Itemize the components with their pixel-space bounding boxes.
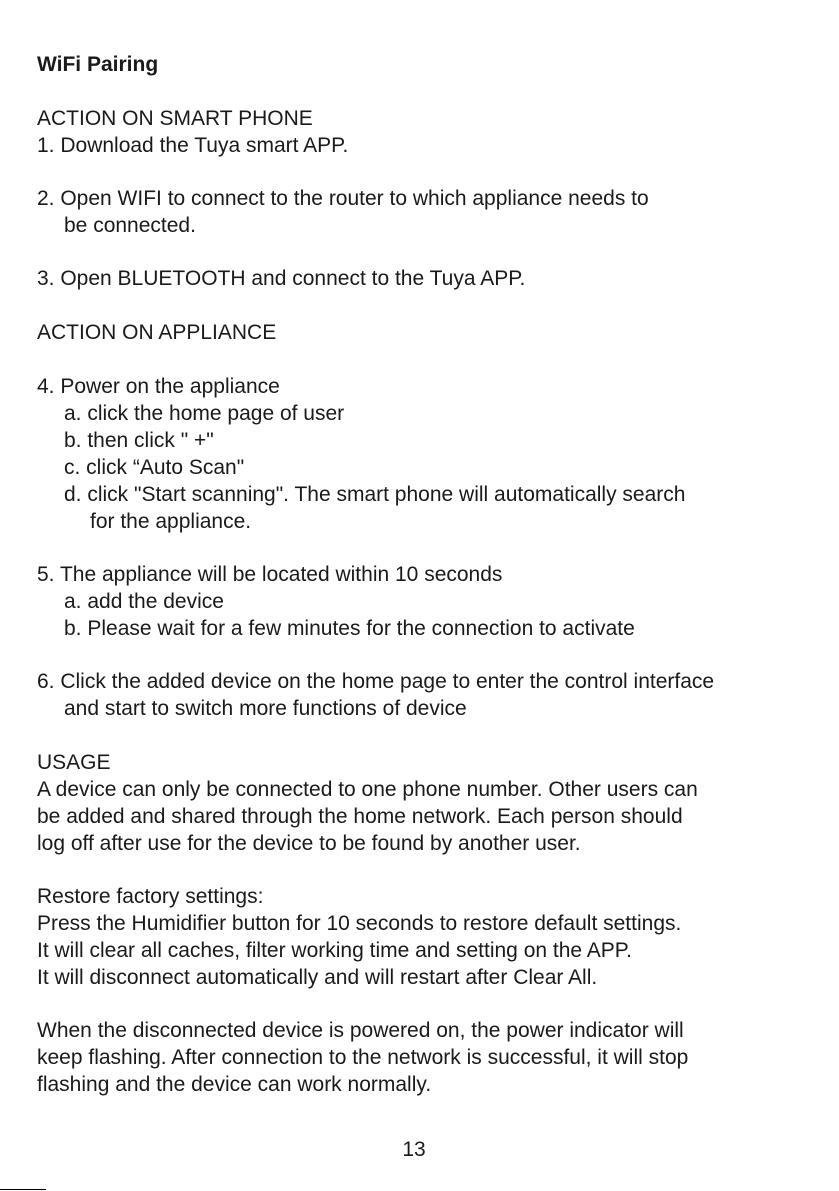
step-2-line-2: be connected. bbox=[64, 214, 196, 237]
page-number: 13 bbox=[402, 1138, 426, 1161]
restore-line-1: Press the Humidifier button for 10 seconds to restore default settings. bbox=[37, 912, 682, 935]
section-heading-smart-phone: ACTION ON SMART PHONE bbox=[37, 107, 313, 130]
step-4: 4. Power on the appliance bbox=[37, 375, 280, 398]
usage-line-1: A device can only be connected to one phone number. Other users can bbox=[37, 778, 698, 801]
page-title: WiFi Pairing bbox=[37, 53, 159, 76]
step-2-line-1: 2. Open WIFI to connect to the router to which appliance needs to bbox=[37, 187, 649, 210]
restore-line-3: It will disconnect automatically and will restart after Clear All. bbox=[37, 966, 598, 989]
step-4-c: c. click “Auto Scan" bbox=[64, 456, 245, 479]
restore-line-2: It will clear all caches, filter working time and setting on the APP. bbox=[37, 939, 632, 962]
step-3: 3. Open BLUETOOTH and connect to the Tuya APP. bbox=[37, 267, 526, 290]
step-1: 1. Download the Tuya smart APP. bbox=[37, 134, 349, 157]
step-5-a: a. add the device bbox=[64, 590, 224, 613]
section-heading-appliance: ACTION ON APPLIANCE bbox=[37, 321, 277, 344]
step-5-b: b. Please wait for a few minutes for the connection to activate bbox=[64, 617, 635, 640]
power-line-1: When the disconnected device is powered on, the power indicator will bbox=[37, 1019, 684, 1042]
step-4-b: b. then click " +" bbox=[64, 429, 214, 452]
power-line-2: keep flashing. After connection to the network is successful, it will stop bbox=[37, 1046, 689, 1069]
usage-line-3: log off after use for the device to be found by another user. bbox=[37, 832, 581, 855]
restore-heading: Restore factory settings: bbox=[37, 885, 264, 908]
footer-rule bbox=[0, 1189, 46, 1190]
step-5: 5. The appliance will be located within 10 seconds bbox=[37, 563, 503, 586]
step-6-line-2: and start to switch more functions of device bbox=[64, 697, 467, 720]
step-4-a: a. click the home page of user bbox=[64, 402, 345, 425]
step-4-d-line-1: d. click "Start scanning". The smart phone will automatically search bbox=[64, 483, 686, 506]
step-6-line-1: 6. Click the added device on the home page to enter the control interface bbox=[37, 670, 715, 693]
usage-line-2: be added and shared through the home network. Each person should bbox=[37, 805, 683, 828]
step-4-d-line-2: for the appliance. bbox=[90, 510, 252, 533]
section-heading-usage: USAGE bbox=[37, 751, 111, 774]
power-line-3: flashing and the device can work normally. bbox=[37, 1073, 432, 1096]
